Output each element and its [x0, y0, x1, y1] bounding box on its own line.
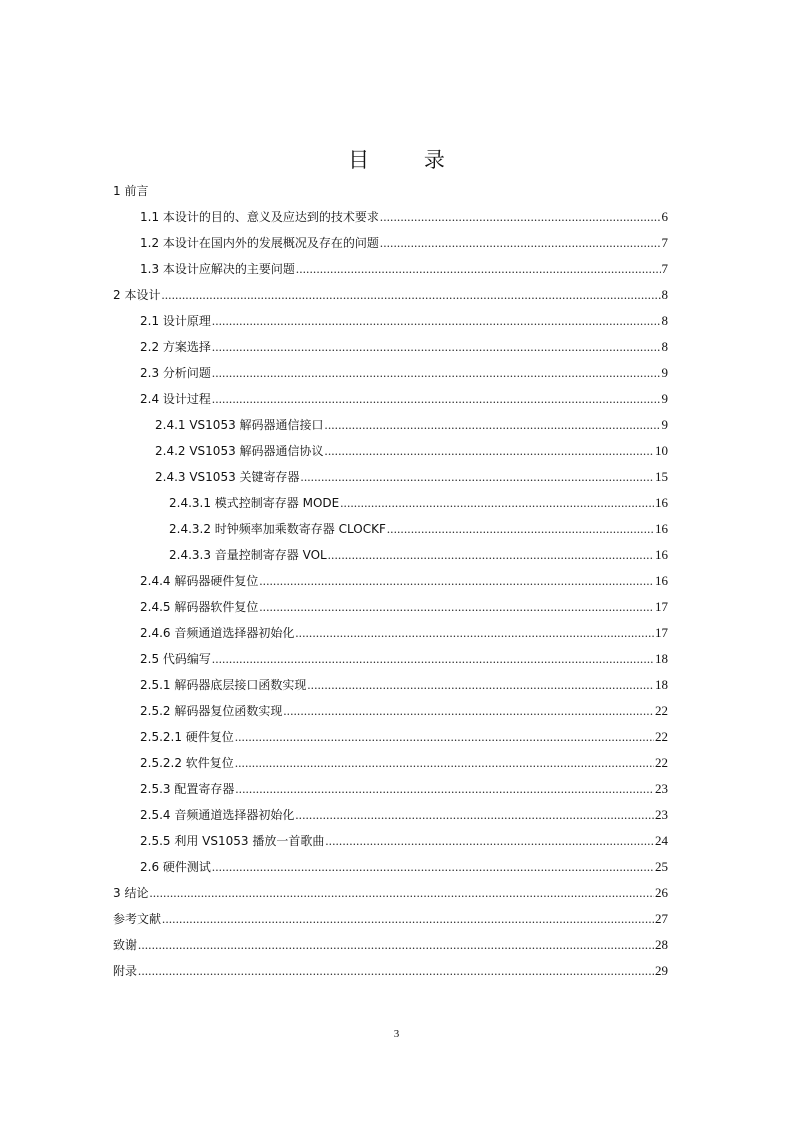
- toc-entry-title: 2.5 代码编写: [140, 652, 211, 666]
- toc-dot-leader: [138, 958, 654, 984]
- toc-entry-title: 2.6 硬件测试: [140, 860, 211, 874]
- toc-entry-page: 18: [655, 651, 668, 666]
- toc-entry-page: 16: [655, 573, 668, 588]
- toc-entry-page: 25: [655, 859, 668, 874]
- toc-entry-title: 2.5.5 利用 VS1053 播放一首歌曲: [140, 834, 325, 848]
- toc-dot-leader: [212, 360, 661, 386]
- toc-entry-page: 17: [655, 625, 668, 640]
- toc-dot-leader: [212, 308, 661, 334]
- toc-entry[interactable]: [113, 516, 668, 542]
- toc-dot-leader: [212, 386, 661, 412]
- toc-entry[interactable]: [113, 256, 668, 282]
- toc-entry-page: 9: [661, 391, 668, 406]
- toc-entry-page: 7: [661, 261, 668, 276]
- toc-entry-title: 1 前言: [113, 184, 149, 198]
- toc-dot-leader: [162, 906, 654, 932]
- toc-entry[interactable]: [113, 932, 668, 958]
- toc-dot-leader: [259, 568, 654, 594]
- toc-entry-page: 26: [655, 885, 668, 900]
- toc-dot-leader: [161, 282, 660, 308]
- toc-entry[interactable]: [113, 334, 668, 360]
- toc-entry-page: 8: [661, 287, 668, 302]
- toc-entry[interactable]: [113, 386, 668, 412]
- toc-entry-title: 2.4.1 VS1053 解码器通信接口: [155, 418, 324, 432]
- toc-entry-title: 致谢: [113, 938, 138, 952]
- toc-entry-title: 2.4.3.3 音量控制寄存器 VOL: [169, 548, 327, 562]
- toc-dot-leader: [149, 880, 654, 906]
- toc-entry-page: 29: [655, 963, 668, 978]
- toc-entry[interactable]: [113, 724, 668, 750]
- toc-entry[interactable]: [113, 828, 668, 854]
- toc-dot-leader: [235, 750, 654, 776]
- toc-dot-leader: [380, 230, 661, 256]
- toc-entry-page: 18: [655, 677, 668, 692]
- toc-entry[interactable]: [113, 308, 668, 334]
- toc-entry[interactable]: [113, 880, 668, 906]
- toc-entry-page: 16: [655, 521, 668, 536]
- toc-entry[interactable]: [113, 906, 668, 932]
- toc-entry[interactable]: [113, 568, 668, 594]
- toc-entry-page: 27: [655, 911, 668, 926]
- toc-entry[interactable]: [113, 412, 668, 438]
- toc-entry-title: 2.4.4 解码器硬件复位: [140, 574, 259, 588]
- toc-entry[interactable]: [113, 750, 668, 776]
- toc-entry-title: 2.5.3 配置寄存器: [140, 782, 235, 796]
- toc-entry-page: 8: [661, 313, 668, 328]
- toc-entry-page: 17: [655, 599, 668, 614]
- toc-entry[interactable]: [113, 204, 668, 230]
- toc-entry-page: 8: [661, 339, 668, 354]
- toc-entry[interactable]: [113, 438, 668, 464]
- toc-entry-page: 23: [655, 781, 668, 796]
- toc-dot-leader: [325, 828, 654, 854]
- toc-entry-title: 1.3 本设计应解决的主要问题: [140, 262, 295, 276]
- toc-dot-leader: [328, 542, 654, 568]
- toc-dot-leader: [235, 776, 654, 802]
- toc-dot-leader: [325, 438, 654, 464]
- toc-entry-title: 2.4.6 音频通道选择器初始化: [140, 626, 295, 640]
- toc-entry[interactable]: [113, 958, 668, 984]
- toc-entry[interactable]: [113, 802, 668, 828]
- toc-entry-title: 3 结论: [113, 886, 149, 900]
- toc-entry[interactable]: [113, 620, 668, 646]
- toc-entry-page: 28: [655, 937, 668, 952]
- toc-entry-title: 2.5.2.2 软件复位: [140, 756, 234, 770]
- toc-entry-title: 2.5.4 音频通道选择器初始化: [140, 808, 295, 822]
- toc-entry-title: 2.5.1 解码器底层接口函数实现: [140, 678, 307, 692]
- toc-dot-leader: [325, 412, 661, 438]
- toc-entry-title: 2.2 方案选择: [140, 340, 211, 354]
- toc-entry-page: 22: [655, 703, 668, 718]
- toc-entry[interactable]: [113, 776, 668, 802]
- toc-dot-leader: [138, 932, 654, 958]
- toc-dot-leader: [387, 516, 654, 542]
- toc-entry-page: 7: [661, 235, 668, 250]
- toc-dot-leader: [295, 620, 654, 646]
- toc-entry-page: 10: [655, 443, 668, 458]
- toc-entry[interactable]: [113, 360, 668, 386]
- toc-dot-leader: [212, 646, 654, 672]
- toc-entry[interactable]: [113, 282, 668, 308]
- toc-entry-title: 2.5.2 解码器复位函数实现: [140, 704, 283, 718]
- toc-entry[interactable]: [113, 178, 668, 204]
- toc-entry-page: 6: [661, 209, 668, 224]
- toc-entry-page: 24: [655, 833, 668, 848]
- toc-entry-page: 22: [655, 755, 668, 770]
- toc-dot-leader: [340, 490, 654, 516]
- toc-entry-page: 16: [655, 547, 668, 562]
- toc-dot-leader: [212, 334, 661, 360]
- toc-entry-page: 9: [661, 365, 668, 380]
- toc-dot-leader: [380, 204, 661, 230]
- toc-entry[interactable]: [113, 464, 668, 490]
- toc-entry-title: 2.4.3.1 模式控制寄存器 MODE: [169, 496, 340, 510]
- toc-entry[interactable]: [113, 490, 668, 516]
- toc-dot-leader: [212, 854, 654, 880]
- toc-entry-title: 2.5.2.1 硬件复位: [140, 730, 234, 744]
- toc-entry-page: 9: [661, 417, 668, 432]
- toc-entry-page: 16: [655, 495, 668, 510]
- toc-dot-leader: [307, 672, 654, 698]
- toc-entry-title: 2.4 设计过程: [140, 392, 211, 406]
- toc-entry[interactable]: [113, 594, 668, 620]
- toc-entry[interactable]: [113, 230, 668, 256]
- toc-entry-title: 附录: [113, 964, 138, 978]
- page-number: 3: [393, 1028, 400, 1040]
- toc-entry-title: 2.4.3.2 时钟频率加乘数寄存器 CLOCKF: [169, 522, 386, 536]
- toc-entry-page: 23: [655, 807, 668, 822]
- toc-dot-leader: [259, 594, 654, 620]
- toc-entry-title: 1.2 本设计在国内外的发展概况及存在的问题: [140, 236, 379, 250]
- toc-dot-leader: [301, 464, 654, 490]
- toc-dot-leader: [235, 724, 654, 750]
- toc-entry-title: 2.4.3 VS1053 关键寄存器: [155, 470, 300, 484]
- toc-entry-title: 参考文献: [113, 912, 162, 926]
- table-of-contents: [113, 178, 668, 984]
- toc-entry[interactable]: [113, 698, 668, 724]
- toc-dot-leader: [295, 802, 654, 828]
- toc-entry-title: 2.4.2 VS1053 解码器通信协议: [155, 444, 324, 458]
- toc-entry[interactable]: [113, 646, 668, 672]
- toc-entry-title: 2.1 设计原理: [140, 314, 211, 328]
- toc-entry-title: 2.4.5 解码器软件复位: [140, 600, 259, 614]
- toc-title: 目 录: [348, 148, 469, 172]
- toc-dot-leader: [283, 698, 654, 724]
- toc-entry[interactable]: [113, 542, 668, 568]
- toc-dot-leader: [296, 256, 661, 282]
- toc-entry-page: 22: [655, 729, 668, 744]
- toc-entry[interactable]: [113, 672, 668, 698]
- toc-entry-title: 1.1 本设计的目的、意义及应达到的技术要求: [140, 210, 379, 224]
- toc-entry[interactable]: [113, 854, 668, 880]
- toc-entry-page: 15: [655, 469, 668, 484]
- toc-entry-title: 2 本设计: [113, 288, 161, 302]
- toc-entry-title: 2.3 分析问题: [140, 366, 211, 380]
